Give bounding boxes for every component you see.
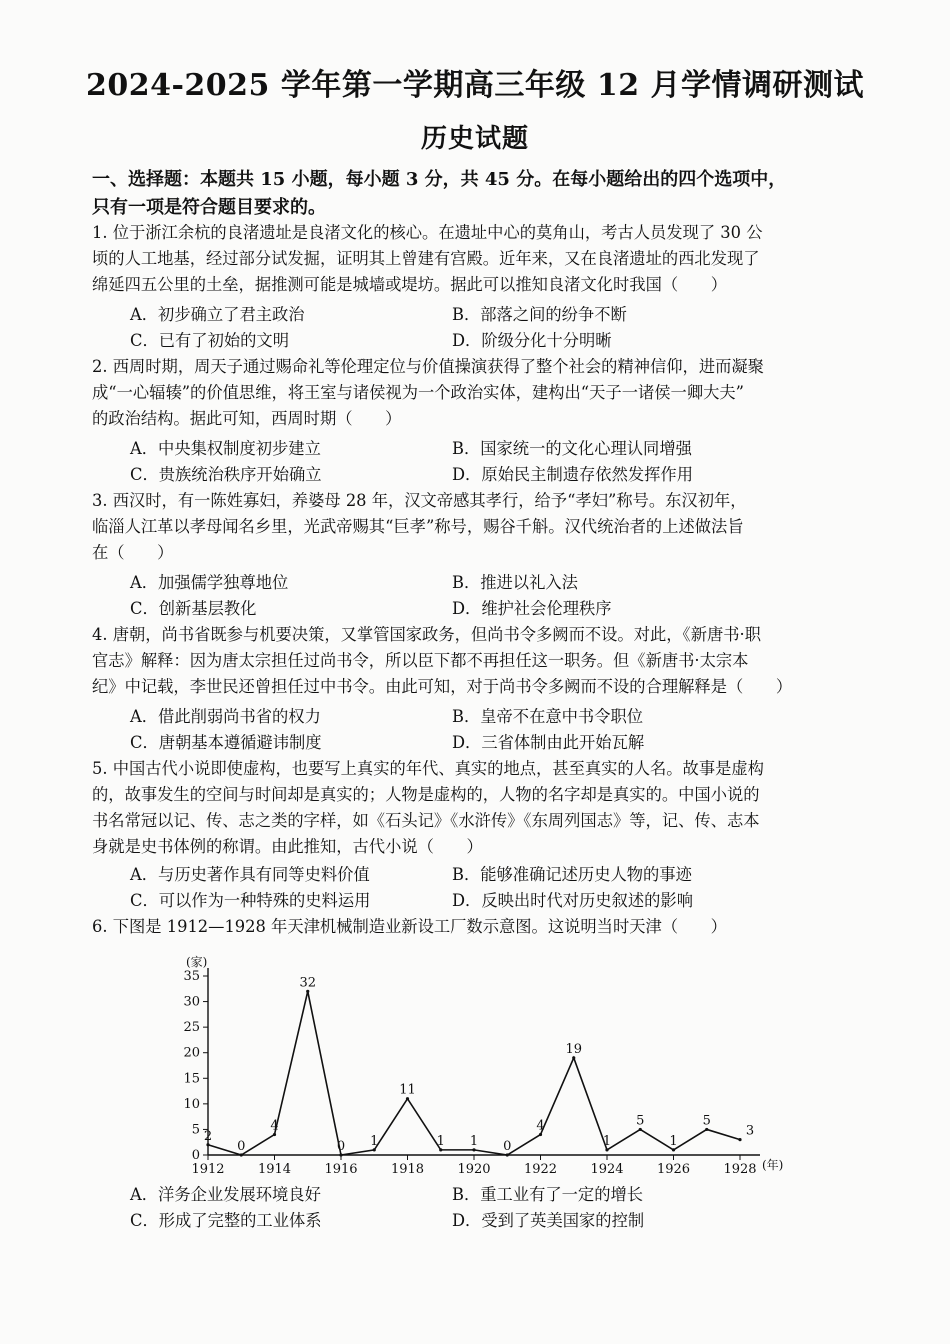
question-line: 2. 西周时期，周天子通过赐命礼等伦理定位与价值操演获得了整个社会的精神信仰，进而凝聚	[92, 357, 764, 376]
question-line: 官志》解释：因为唐太宗担任过尚书令，所以臣下都不再担任这一职务。但《新唐书·太宗本	[92, 651, 749, 670]
data-label: 1	[669, 1133, 678, 1149]
data-label: 4	[270, 1118, 279, 1134]
question-line: 绵延四五公里的土垒，据推测可能是城墙或堤坊。据此可以推知良渚文化时我国（ ）	[92, 275, 727, 294]
q6-option-a[interactable]: A．洋务企业发展环境良好	[130, 1185, 321, 1204]
question-line: 在（ ）	[92, 543, 174, 562]
data-label: 1	[436, 1133, 445, 1149]
exam-subtitle: 历史试题	[420, 124, 529, 154]
question-line: 的政治结构。据此可知，西周时期（ ）	[92, 409, 402, 428]
q3-option-c[interactable]: C．创新基层教化	[130, 599, 257, 618]
x-axis-unit: (年)	[762, 1158, 784, 1172]
q6-option-b[interactable]: B．重工业有了一定的增长	[452, 1185, 644, 1204]
section-heading-line1: 一、选择题：本题共 15 小题，每小题 3 分，共 45 分。在每小题给出的四个选项中，	[92, 169, 787, 190]
question-3	[92, 488, 912, 566]
data-label: 11	[399, 1082, 416, 1098]
q2-option-a[interactable]: A．中央集权制度初步建立	[130, 439, 321, 458]
data-label: 0	[503, 1139, 512, 1154]
data-label: 4	[536, 1118, 545, 1134]
data-label: 1	[602, 1133, 612, 1149]
question-2	[92, 354, 912, 432]
question-6	[92, 914, 912, 940]
data-label: 5	[702, 1113, 711, 1129]
x-tick-label: 1922	[523, 1162, 558, 1174]
x-tick-label: 1928	[723, 1162, 757, 1174]
y-tick-label: 5	[191, 1122, 200, 1138]
y-tick-label: 35	[183, 969, 200, 984]
data-label: 1	[370, 1133, 379, 1149]
exam-title: 2024-2025 学年第一学期高三年级 12 月学情调研测试	[85, 68, 865, 103]
data-label: 32	[299, 975, 317, 991]
y-tick-label: 20	[183, 1045, 200, 1061]
data-label: 0	[237, 1139, 246, 1154]
y-tick-label: 25	[183, 1020, 200, 1036]
question-line: 5. 中国古代小说即使虚构，也要写上真实的年代、真实的地点，甚至真实的人名。故事是虚构	[92, 759, 764, 778]
question-line: 纪》中记载，李世民还曾担任过中书令。由此可知，对于尚书令多阙而不设的合理解释是（ ）	[92, 677, 793, 696]
q6-option-c[interactable]: C．形成了完整的工业体系	[130, 1211, 322, 1230]
q4-option-c[interactable]: C．唐朝基本遵循避讳制度	[130, 733, 322, 752]
data-label: 0	[336, 1139, 346, 1154]
q3-option-a[interactable]: A．加强儒学独尊地位	[130, 573, 289, 592]
q2-option-b[interactable]: B．国家统一的文化心理认同增强	[452, 439, 692, 458]
q1-option-b[interactable]: B．部落之间的纷争不断	[452, 305, 627, 324]
x-tick-label: 1912	[191, 1162, 225, 1174]
q1-option-a[interactable]: A．初步确立了君主政治	[130, 305, 305, 324]
question-line: 顷的人工地基，经过部分试发掘，证明其上曾建有宫殿。近年来，又在良渚遗址的西北发现了	[92, 249, 760, 268]
x-tick-label: 1920	[457, 1162, 491, 1174]
question-line: 6. 下图是 1912—1928 年天津机械制造业新设工厂数示意图。这说明当时天津（ ）	[92, 917, 727, 936]
q1-option-c[interactable]: C．已有了初始的文明	[130, 331, 289, 350]
question-line: 的，故事发生的空间与时间却是真实的；人物是虚构的，人物的名字却是真实的。中国小说的	[92, 785, 760, 804]
factory-count-chart	[150, 952, 790, 1174]
y-tick-label: 0	[191, 1148, 200, 1163]
question-5	[92, 756, 912, 860]
question-1	[92, 220, 912, 298]
q5-option-c[interactable]: C．可以作为一种特殊的史料运用	[130, 891, 371, 910]
data-label: 1	[469, 1133, 479, 1149]
q4-option-b[interactable]: B．皇帝不在意中书令职位	[452, 707, 644, 726]
question-line: 4. 唐朝，尚书省既参与机要决策，又掌管国家政务，但尚书令多阙而不设。对此，《新唐书·职	[92, 625, 761, 644]
question-line: 书名常冠以记、传、志之类的字样，如《石头记》《水浒传》《东周列国志》等，记、传、志本	[92, 811, 760, 830]
question-line: 3. 西汉时，有一陈姓寡妇，养婆母 28 年，汉文帝感其孝行，给予“孝妇”称号。东汉初年，	[92, 491, 747, 510]
y-tick-label: 30	[183, 994, 200, 1010]
q5-option-b[interactable]: B．能够准确记述历史人物的事迹	[452, 865, 692, 884]
y-axis-unit: (家)	[186, 955, 208, 969]
q3-option-b[interactable]: B．推进以礼入法	[452, 573, 578, 592]
x-tick-label: 1916	[324, 1162, 358, 1174]
q5-option-a[interactable]: A．与历史著作具有同等史料价值	[130, 865, 370, 884]
q5-option-d[interactable]: D．反映出时代对历史叙述的影响	[452, 891, 693, 910]
data-label: 5	[636, 1113, 645, 1129]
x-tick-label: 1924	[590, 1162, 624, 1174]
q3-option-d[interactable]: D．维护社会伦理秩序	[452, 599, 612, 618]
data-point	[738, 1138, 741, 1141]
question-line: 身就是史书体例的称谓。由此推知，古代小说（ ）	[92, 837, 483, 856]
question-line: 临淄人江革以孝母闻名乡里，光武帝赐其“巨孝”称号，赐谷千斛。汉代统治者的上述做法旨	[92, 517, 744, 536]
x-tick-label: 1918	[390, 1162, 425, 1174]
section-heading	[92, 166, 912, 222]
q2-option-c[interactable]: C．贵族统治秩序开始确立	[130, 465, 322, 484]
section-heading-line2: 只有一项是符合题目要求的。	[92, 197, 326, 218]
data-label: 2	[203, 1128, 213, 1144]
data-label: 3	[745, 1123, 755, 1139]
q6-option-d[interactable]: D．受到了英美国家的控制	[452, 1211, 645, 1230]
data-label: 19	[565, 1041, 583, 1057]
q1-option-d[interactable]: D．阶级分化十分明晰	[452, 331, 612, 350]
q4-option-d[interactable]: D．三省体制由此开始瓦解	[452, 733, 645, 752]
q4-option-a[interactable]: A．借此削弱尚书省的权力	[130, 707, 321, 726]
y-tick-label: 15	[183, 1071, 200, 1087]
q2-option-d[interactable]: D．原始民主制遗存依然发挥作用	[452, 465, 693, 484]
question-4	[92, 622, 912, 700]
question-line: 1. 位于浙江余杭的良渚遗址是良渚文化的核心。在遗址中心的莫角山，考古人员发现了 30 公	[92, 223, 763, 242]
question-line: 成“一心辐辏”的价值思维，将王室与诸侯视为一个政治实体，建构出“天子一诸侯一卿大夫”	[92, 383, 744, 402]
x-tick-label: 1914	[257, 1162, 292, 1174]
series-line	[208, 991, 740, 1155]
y-tick-label: 10	[183, 1096, 200, 1112]
x-tick-label: 1926	[656, 1162, 691, 1174]
